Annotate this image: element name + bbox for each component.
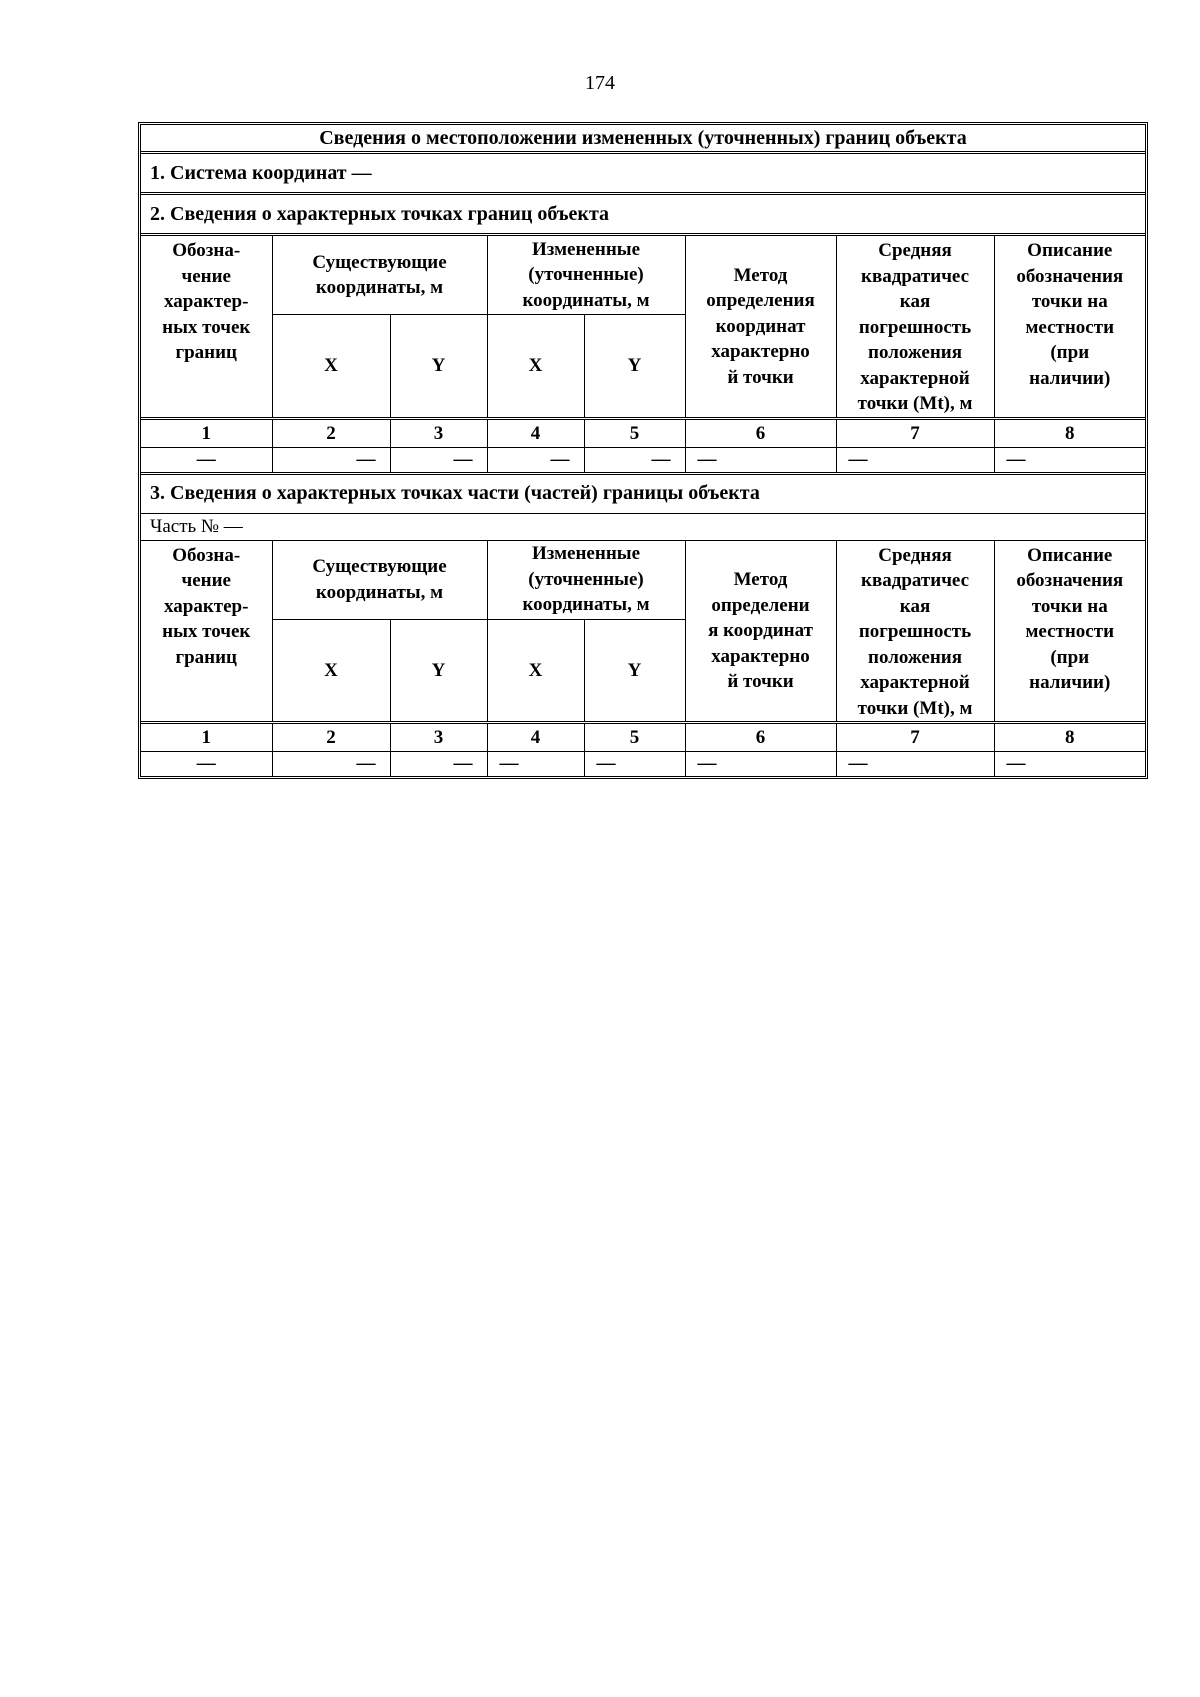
column-number: 4 [487, 418, 584, 447]
header-mean-square-error: Средняя квадратичес кая погрешность положения характерной точки (Mt), м [836, 540, 994, 723]
column-number: 6 [685, 418, 836, 447]
table-cell: — [584, 752, 685, 777]
header-method: Метод определения координат характерно й точки [685, 235, 836, 419]
table-cell: — [994, 752, 1145, 777]
table-cell: — [487, 447, 584, 472]
table-cell: — [487, 752, 584, 777]
header-point-description: Описание обозначения точки на местности (при наличии) [994, 540, 1145, 723]
header-method: Метод определени я координат характерно й точки [685, 540, 836, 723]
table-cell: — [994, 447, 1145, 472]
table-cell: — [584, 447, 685, 472]
header-point-designation: Обозна- чение характер- ных точек границ [141, 540, 272, 723]
header-changed-y: Y [584, 619, 685, 722]
table-cell: — [836, 752, 994, 777]
table-row [141, 752, 1145, 777]
column-number: 2 [272, 418, 390, 447]
part-boundary-points-table [141, 540, 1145, 777]
header-changed-y: Y [584, 315, 685, 418]
column-number: 3 [390, 418, 487, 447]
table-cell: — [685, 752, 836, 777]
header-existing-y: Y [390, 619, 487, 722]
header-changed-x: X [487, 315, 584, 418]
column-numbers-row [141, 418, 1145, 447]
header-changed-x: X [487, 619, 584, 722]
table-cell: — [141, 752, 272, 777]
header-mean-square-error: Средняя квадратичес кая погрешность положения характерной точки (Mt), м [836, 235, 994, 419]
section-boundary-points: 2. Сведения о характерных точках границ объекта [141, 192, 1145, 233]
header-existing-coordinates: Существующие координаты, м [272, 540, 487, 619]
header-existing-y: Y [390, 315, 487, 418]
table-cell: — [141, 447, 272, 472]
page-number: 174 [585, 72, 615, 94]
column-number: 1 [141, 723, 272, 752]
header-existing-x: X [272, 619, 390, 722]
column-numbers-row [141, 723, 1145, 752]
header-changed-coordinates: Измененные (уточненные) координаты, м [487, 540, 685, 619]
document-table-frame [138, 122, 1148, 779]
header-point-designation: Обозна- чение характер- ных точек границ [141, 235, 272, 419]
table-cell: — [390, 752, 487, 777]
table-cell: — [836, 447, 994, 472]
column-number: 2 [272, 723, 390, 752]
part-number-label: Часть № — [141, 513, 1145, 540]
column-number: 1 [141, 418, 272, 447]
boundary-points-table [141, 233, 1145, 472]
header-changed-coordinates: Измененные (уточненные) координаты, м [487, 235, 685, 315]
header-existing-x: X [272, 315, 390, 418]
column-number: 4 [487, 723, 584, 752]
column-number: 3 [390, 723, 487, 752]
column-number: 8 [994, 418, 1145, 447]
column-number: 7 [836, 723, 994, 752]
column-number: 8 [994, 723, 1145, 752]
header-existing-coordinates: Существующие координаты, м [272, 235, 487, 315]
table-row [141, 447, 1145, 472]
table-cell: — [272, 752, 390, 777]
table-cell: — [390, 447, 487, 472]
table-cell: — [272, 447, 390, 472]
table-cell: — [685, 447, 836, 472]
column-number: 7 [836, 418, 994, 447]
header-point-description: Описание обозначения точки на местности (при наличии) [994, 235, 1145, 419]
column-number: 5 [584, 723, 685, 752]
table-title: Сведения о местоположении измененных (уточненных) границ объекта [319, 126, 967, 149]
section-coordinate-system: 1. Система координат — [141, 151, 1145, 192]
section-part-boundary-points: 3. Сведения о характерных точках части (частей) границы объекта [141, 472, 1145, 513]
column-number: 5 [584, 418, 685, 447]
column-number: 6 [685, 723, 836, 752]
